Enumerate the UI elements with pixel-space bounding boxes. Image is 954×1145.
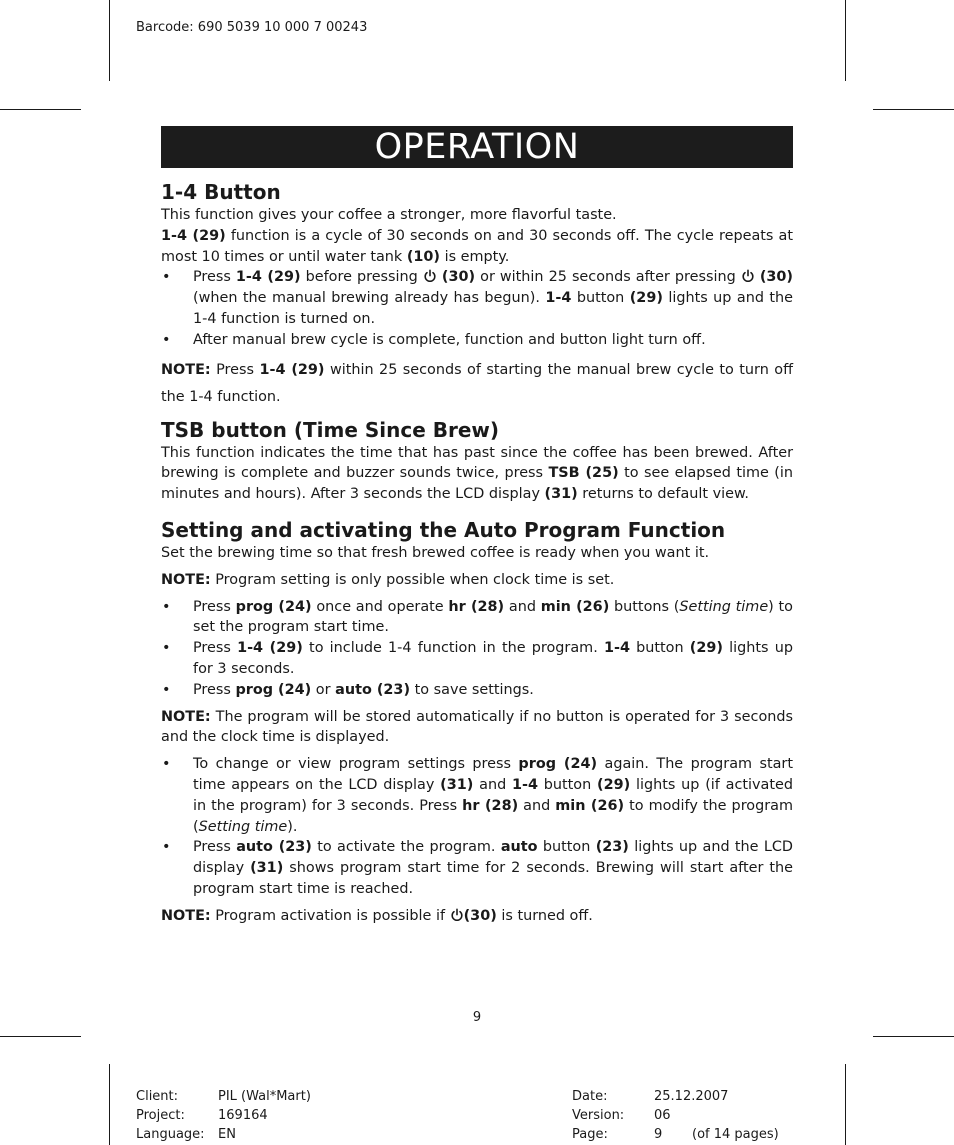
bullet-list <box>161 597 793 701</box>
page-number: 9 <box>472 1010 482 1025</box>
paragraph: Set the brewing time so that fresh brewed coffee is ready when you want it. <box>161 544 710 561</box>
note: NOTE: Program setting is only possible when clock time is set. <box>161 571 615 588</box>
list-item: • After manual brew cycle is complete, function and button light turn off. <box>161 330 793 351</box>
footer-row: Version: 06 <box>572 1108 671 1123</box>
crop-mark <box>0 109 81 110</box>
footer-row: Client: PIL (Wal*Mart) <box>136 1089 311 1104</box>
section-heading-auto-program: Setting and activating the Auto Program Function <box>161 517 726 542</box>
footer-row: Language: EN <box>136 1127 236 1142</box>
bullet-list <box>161 267 793 350</box>
section-heading-1-4-button: 1-4 Button <box>161 180 281 204</box>
crop-mark <box>845 1064 846 1145</box>
crop-mark <box>0 1036 81 1037</box>
main-content <box>161 179 793 927</box>
list-item: • Press prog (24) once and operate hr (28) and min (26) buttons (Setting time) to set the program start time. <box>161 597 793 639</box>
power-icon <box>450 908 464 922</box>
power-icon <box>423 269 437 283</box>
note: NOTE: Program activation is possible if (30) is turned off. <box>161 907 593 924</box>
power-icon <box>741 269 755 283</box>
list-item: • Press prog (24) or auto (23) to save settings. <box>161 680 793 701</box>
footer-right <box>572 1087 779 1144</box>
footer-left <box>136 1087 311 1144</box>
crop-mark <box>873 1036 954 1037</box>
note: NOTE: The program will be stored automatically if no button is operated for 3 seconds and the clock time is displayed. <box>161 708 793 746</box>
page-title: OPERATION <box>161 126 793 168</box>
crop-mark <box>845 0 846 81</box>
barcode-text: Barcode: 690 5039 10 000 7 00243 <box>136 20 368 35</box>
note: NOTE: Press 1-4 (29) within 25 seconds of starting the manual brew cycle to turn off the 1-4 function. <box>161 361 793 405</box>
footer-row: Date: 25.12.2007 <box>572 1089 729 1104</box>
paragraph: This function gives your coffee a stronger, more flavorful taste. <box>161 207 617 223</box>
section-heading-tsb-button: TSB button (Time Since Brew) <box>161 417 500 442</box>
paragraph: This function indicates the time that has past since the coffee has been brewed. After brewing is complete and buzzer sounds twice, press TSB (25) to see elapsed time (in minutes and hours). After 3 seconds the LCD display (31) returns to default view. <box>161 444 794 503</box>
footer-row: Project: 169164 <box>136 1108 268 1123</box>
list-item: • Press 1-4 (29) before pressing (30) or within 25 seconds after pressing (30) (when the manual brewing already has begun). 1-4 button (29) lights up and the 1-4 function is turned on. <box>161 267 793 329</box>
list-item: • Press auto (23) to activate the program. auto button (23) lights up and the LCD display (31) shows program start time for 2 seconds. Brewing will start after the program start time is reached. <box>161 837 793 899</box>
footer-row: Page: 9 (of 14 pages) <box>572 1127 779 1142</box>
list-item: • Press 1-4 (29) to include 1-4 function in the program. 1-4 button (29) lights up for 3 seconds. <box>161 638 793 680</box>
bullet-list <box>161 754 793 900</box>
crop-mark <box>873 109 954 110</box>
crop-mark <box>109 1064 110 1145</box>
paragraph: 1-4 (29) function is a cycle of 30 seconds on and 30 seconds off. The cycle repeats at most 10 times or until water tank (10) is empty. <box>161 227 793 265</box>
list-item: • To change or view program settings press prog (24) again. The program start time appears on the LCD display (31) and 1-4 button (29) lights up (if activated in the program) for 3 seconds. Press hr (28) and min (26) to modify the program (Setting time). <box>161 754 793 837</box>
crop-mark <box>109 0 110 81</box>
